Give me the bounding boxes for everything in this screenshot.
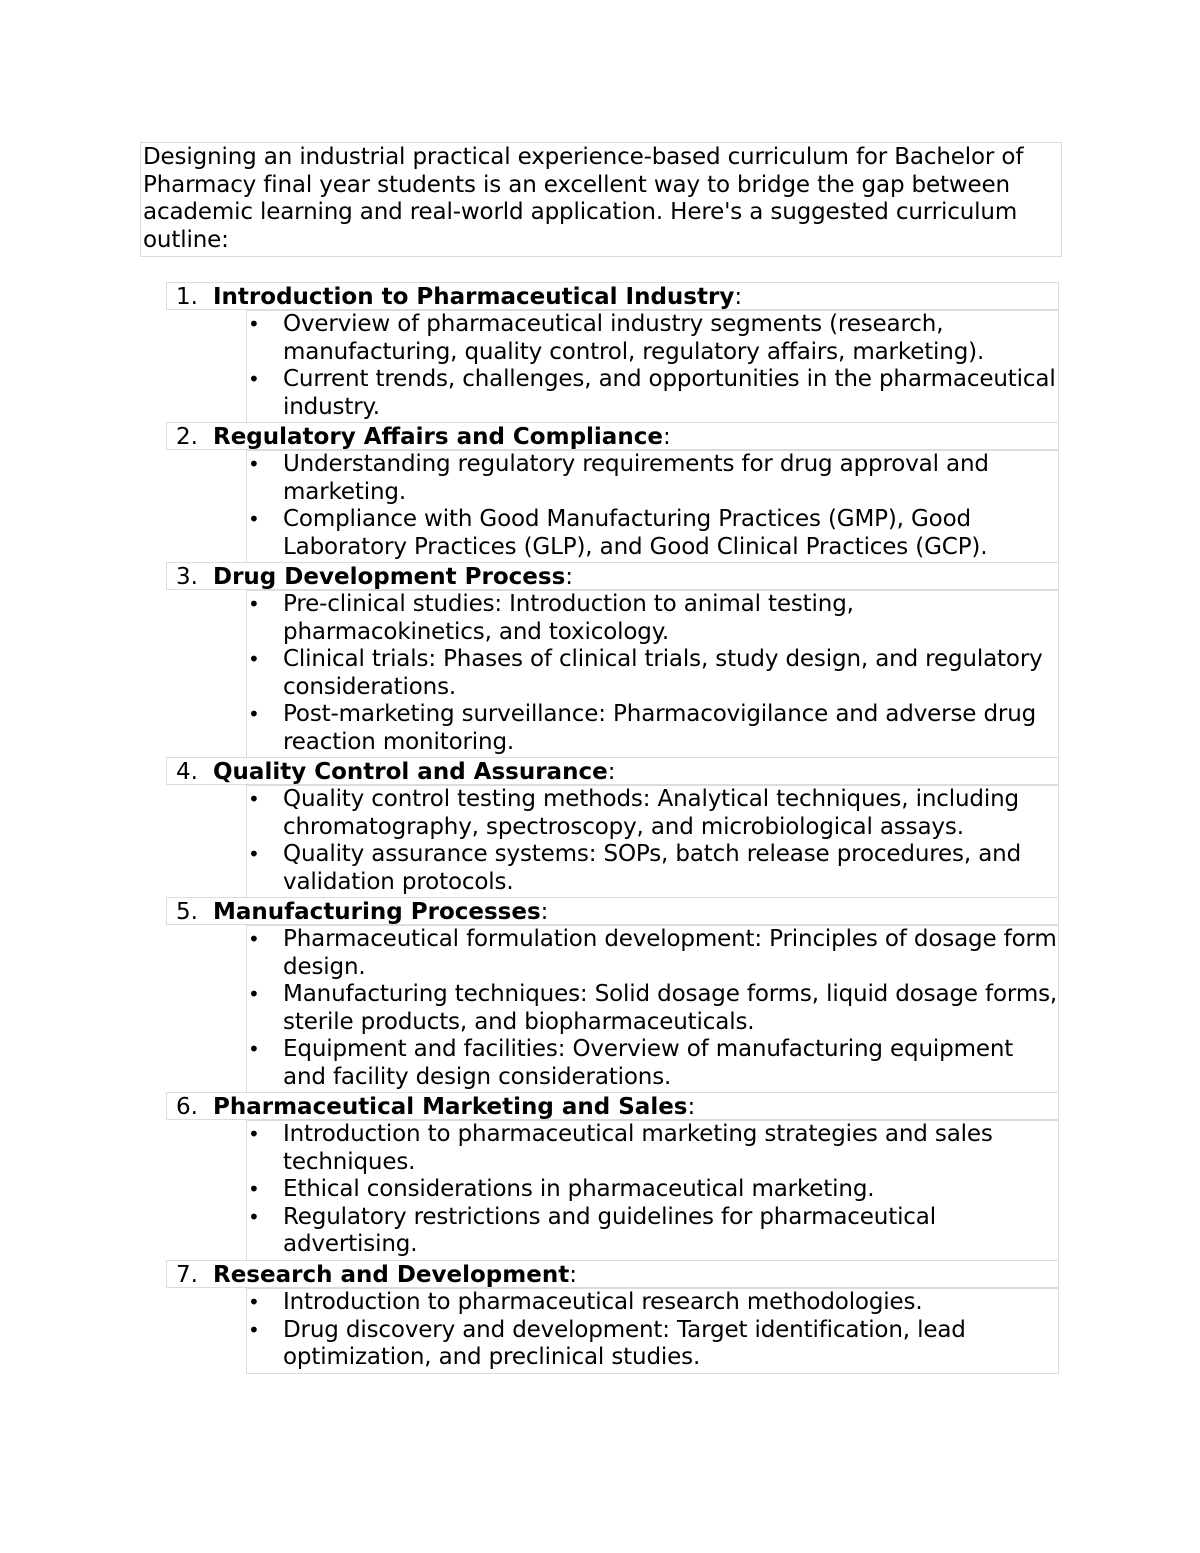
bullet-icon: • (248, 702, 260, 726)
bullet-icon: • (248, 367, 260, 391)
list-item: • Quality control testing methods: Analytical techniques, including chromatography, spectroscopy, and microbiological assays. (248, 786, 1019, 840)
list-item: • Compliance with Good Manufacturing Practices (GMP), Good Laboratory Practices (GLP), and Good Clinical Practices (GCP). (248, 506, 988, 560)
bullet-icon: • (248, 1037, 260, 1061)
section-heading (166, 897, 1059, 925)
section-number: 1. (176, 284, 198, 310)
section-items (246, 1288, 1059, 1374)
section-heading (166, 422, 1059, 450)
list-item: • Drug discovery and development: Target identification, lead optimization, and preclinical studies. (248, 1316, 966, 1370)
bullet-icon: • (248, 1290, 260, 1314)
section-items (246, 450, 1059, 563)
list-item: • Current trends, challenges, and opportunities in the pharmaceutical industry. (248, 366, 1056, 420)
bullet-icon: • (248, 452, 260, 476)
list-item: • Introduction to pharmaceutical research methodologies. (248, 1289, 923, 1315)
bullet-icon: • (248, 1204, 260, 1229)
section-heading (166, 282, 1059, 310)
section-title: Manufacturing Processes: (213, 899, 549, 925)
section-4 (166, 757, 1059, 898)
list-item: • Post-marketing surveillance: Pharmacovigilance and adverse drug reaction monitoring. (248, 701, 1037, 755)
section-3 (166, 562, 1059, 758)
section-number: 4. (176, 759, 198, 785)
list-item: • Pre-clinical studies: Introduction to animal testing, pharmacokinetics, and toxicology. (248, 591, 854, 645)
bullet-icon: • (248, 507, 260, 531)
bullet-icon: • (248, 312, 260, 336)
section-title: Research and Development: (213, 1262, 577, 1288)
bullet-icon: • (248, 592, 260, 616)
section-items (246, 590, 1059, 758)
list-item: • Equipment and facilities: Overview of manufacturing equipment and facility design considerations. (248, 1036, 1014, 1090)
section-7 (166, 1260, 1059, 1374)
section-heading (166, 562, 1059, 590)
bullet-icon: • (248, 1122, 260, 1146)
section-heading (166, 1092, 1059, 1120)
section-number: 5. (176, 899, 198, 925)
section-title: Introduction to Pharmaceutical Industry: (213, 284, 743, 310)
bullet-icon: • (248, 647, 260, 671)
bullet-icon: • (248, 787, 260, 811)
section-number: 6. (176, 1094, 198, 1120)
section-heading (166, 1260, 1059, 1288)
intro-paragraph: Designing an industrial practical experience-based curriculum for Bachelor of Pharmacy final year students is an excellent way to bridge the gap between academic learning and real-world application. Here's a suggested curriculum outline: (140, 142, 1062, 257)
section-2 (166, 422, 1059, 563)
list-item: • Overview of pharmaceutical industry segments (research, manufacturing, quality control, regulatory affairs, marketing). (248, 311, 985, 365)
bullet-icon: • (248, 927, 260, 951)
section-number: 7. (176, 1262, 198, 1288)
section-title: Drug Development Process: (213, 564, 574, 590)
bullet-icon: • (248, 1317, 260, 1342)
section-title: Quality Control and Assurance: (213, 759, 616, 785)
section-items (246, 1120, 1059, 1261)
section-1 (166, 282, 1059, 423)
list-item: • Ethical considerations in pharmaceutical marketing. (248, 1176, 875, 1202)
section-items (246, 925, 1059, 1093)
bullet-icon: • (248, 842, 260, 866)
list-item: • Quality assurance systems: SOPs, batch release procedures, and validation protocols. (248, 841, 1022, 895)
section-6 (166, 1092, 1059, 1261)
section-items (246, 310, 1059, 423)
section-title: Pharmaceutical Marketing and Sales: (213, 1094, 696, 1120)
section-title: Regulatory Affairs and Compliance: (213, 424, 671, 450)
section-heading (166, 757, 1059, 785)
list-item: • Introduction to pharmaceutical marketing strategies and sales techniques. (248, 1121, 993, 1175)
bullet-icon: • (248, 1177, 260, 1201)
section-5 (166, 897, 1059, 1093)
section-number: 2. (176, 424, 198, 450)
bullet-icon: • (248, 982, 260, 1006)
list-item: • Regulatory restrictions and guidelines for pharmaceutical advertising. (248, 1203, 936, 1257)
section-items (246, 785, 1059, 898)
list-item: • Manufacturing techniques: Solid dosage forms, liquid dosage forms, sterile products, and biopharmaceuticals. (248, 981, 1058, 1035)
list-item: • Pharmaceutical formulation development: Principles of dosage form design. (248, 926, 1057, 980)
list-item: • Clinical trials: Phases of clinical trials, study design, and regulatory considerations. (248, 646, 1043, 700)
list-item: • Understanding regulatory requirements for drug approval and marketing. (248, 451, 989, 505)
section-number: 3. (176, 564, 198, 590)
